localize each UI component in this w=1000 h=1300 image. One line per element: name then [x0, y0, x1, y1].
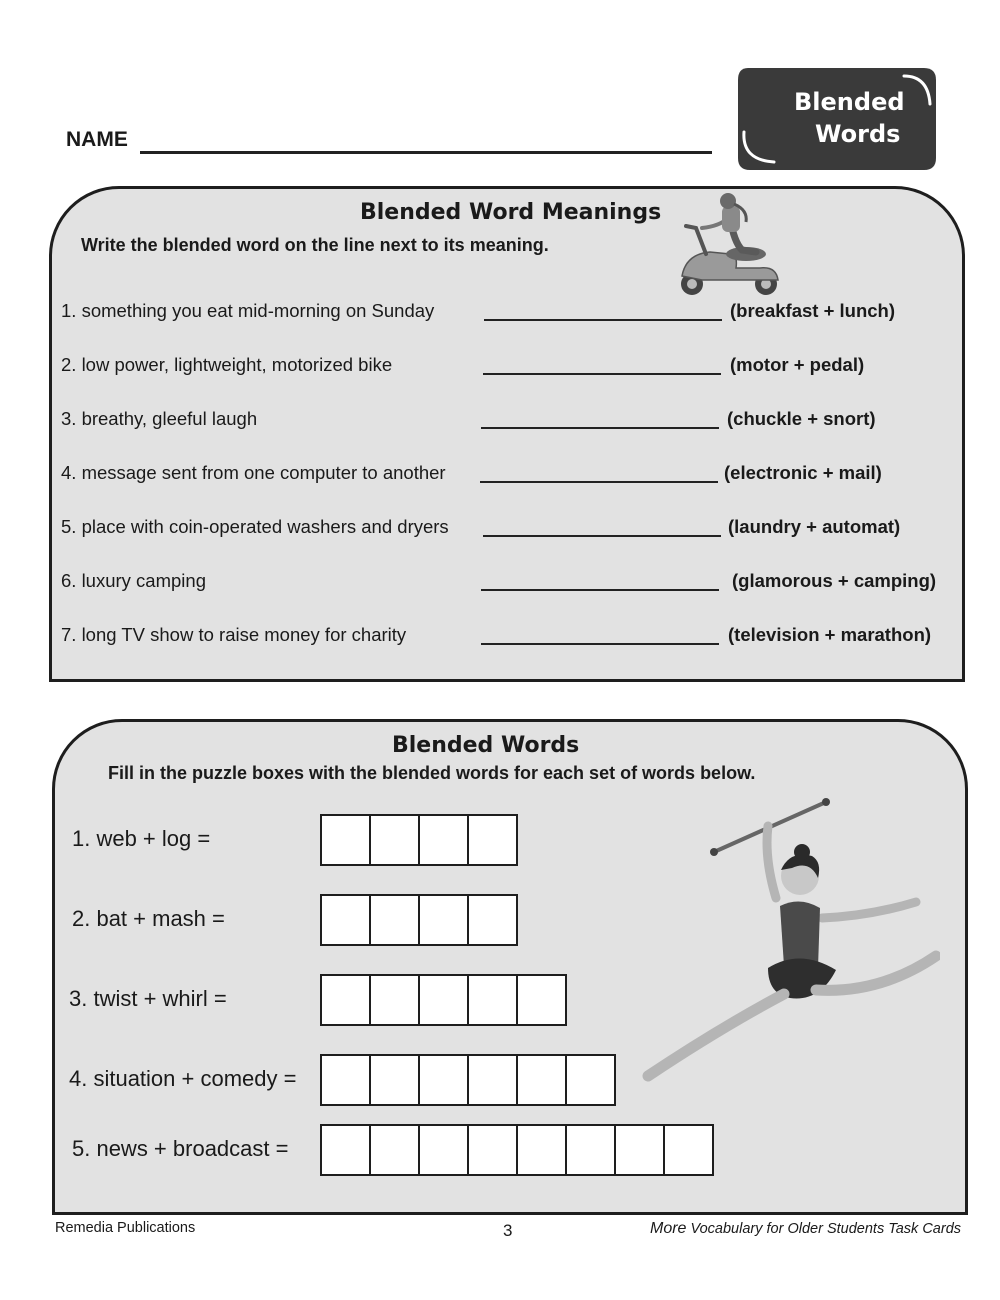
- letter-box[interactable]: [469, 896, 516, 944]
- puzzle-box-group: [320, 894, 518, 946]
- answer-line[interactable]: [481, 427, 719, 429]
- word-hint: (motor + pedal): [730, 354, 865, 375]
- letter-box[interactable]: [469, 1056, 518, 1104]
- letter-box[interactable]: [567, 1056, 614, 1104]
- letter-box[interactable]: [322, 896, 371, 944]
- letter-box[interactable]: [518, 1126, 567, 1174]
- letter-box[interactable]: [469, 1126, 518, 1174]
- word-hint: (chuckle + snort): [727, 408, 876, 429]
- footer-title-text: Vocabulary for Older Students Task Cards: [690, 1221, 962, 1237]
- footer-more: More: [650, 1220, 687, 1237]
- answer-line[interactable]: [480, 481, 718, 483]
- name-label: NAME: [66, 128, 128, 151]
- puzzle-box-group: [320, 1124, 714, 1176]
- name-line[interactable]: [140, 151, 712, 154]
- letter-box[interactable]: [469, 816, 516, 864]
- letter-box[interactable]: [371, 816, 420, 864]
- meanings-title: Blended Word Meanings: [360, 200, 662, 225]
- badge-line-1: Blended: [794, 88, 905, 116]
- answer-line[interactable]: [483, 373, 721, 375]
- footer-book-title: [650, 1220, 961, 1238]
- meaning-text: 1. something you eat mid-morning on Sunday: [61, 300, 435, 321]
- letter-box[interactable]: [420, 896, 469, 944]
- letter-box[interactable]: [420, 1126, 469, 1174]
- meanings-panel: [49, 186, 965, 682]
- letter-box[interactable]: [371, 1056, 420, 1104]
- word-hint: (glamorous + camping): [732, 570, 937, 591]
- puzzle-title: Blended Words: [392, 733, 580, 758]
- letter-box[interactable]: [322, 1056, 371, 1104]
- meaning-text: 7. long TV show to raise money for charity: [61, 624, 407, 645]
- letter-box[interactable]: [322, 1126, 371, 1174]
- letter-box[interactable]: [665, 1126, 712, 1174]
- puzzle-box-group: [320, 1054, 616, 1106]
- word-hint: (breakfast + lunch): [730, 300, 896, 321]
- letter-box[interactable]: [371, 1126, 420, 1174]
- puzzle-label: 4. situation + comedy =: [69, 1066, 297, 1091]
- answer-line[interactable]: [481, 643, 719, 645]
- meaning-text: 3. breathy, gleeful laugh: [61, 408, 258, 429]
- meanings-instruction: Write the blended word on the line next to its meaning.: [81, 235, 549, 255]
- puzzle-box-group: [320, 974, 567, 1026]
- letter-box[interactable]: [518, 1056, 567, 1104]
- word-hint: (television + marathon): [728, 624, 932, 645]
- puzzle-box-group: [320, 814, 518, 866]
- badge-title: [760, 86, 930, 150]
- word-hint: (electronic + mail): [724, 462, 882, 483]
- meaning-text: 4. message sent from one computer to another: [61, 462, 446, 483]
- answer-line[interactable]: [483, 535, 721, 537]
- page-number: 3: [503, 1221, 513, 1240]
- letter-box[interactable]: [567, 1126, 616, 1174]
- letter-box[interactable]: [420, 816, 469, 864]
- letter-box[interactable]: [322, 816, 371, 864]
- badge-line-2: Words: [815, 120, 901, 148]
- scooter-rider-icon: [672, 192, 784, 298]
- meaning-text: 6. luxury camping: [61, 570, 206, 591]
- puzzle-label: 1. web + log =: [72, 826, 211, 851]
- puzzle-instruction: Fill in the puzzle boxes with the blended words for each set of words below.: [108, 763, 756, 783]
- letter-box[interactable]: [371, 976, 420, 1024]
- rhythmic-gymnast-icon: [640, 798, 940, 1088]
- meaning-text: 2. low power, lightweight, motorized bike: [61, 354, 393, 375]
- letter-box[interactable]: [420, 976, 469, 1024]
- meaning-text: 5. place with coin-operated washers and dryers: [61, 516, 449, 537]
- letter-box[interactable]: [518, 976, 565, 1024]
- letter-box[interactable]: [371, 896, 420, 944]
- footer-publisher: Remedia Publications: [55, 1220, 196, 1236]
- puzzle-label: 5. news + broadcast =: [72, 1136, 289, 1161]
- answer-line[interactable]: [481, 589, 719, 591]
- puzzle-label: 3. twist + whirl =: [69, 986, 227, 1011]
- word-hint: (laundry + automat): [728, 516, 901, 537]
- letter-box[interactable]: [616, 1126, 665, 1174]
- letter-box[interactable]: [469, 976, 518, 1024]
- puzzle-label: 2. bat + mash =: [72, 906, 225, 931]
- letter-box[interactable]: [322, 976, 371, 1024]
- answer-line[interactable]: [484, 319, 722, 321]
- letter-box[interactable]: [420, 1056, 469, 1104]
